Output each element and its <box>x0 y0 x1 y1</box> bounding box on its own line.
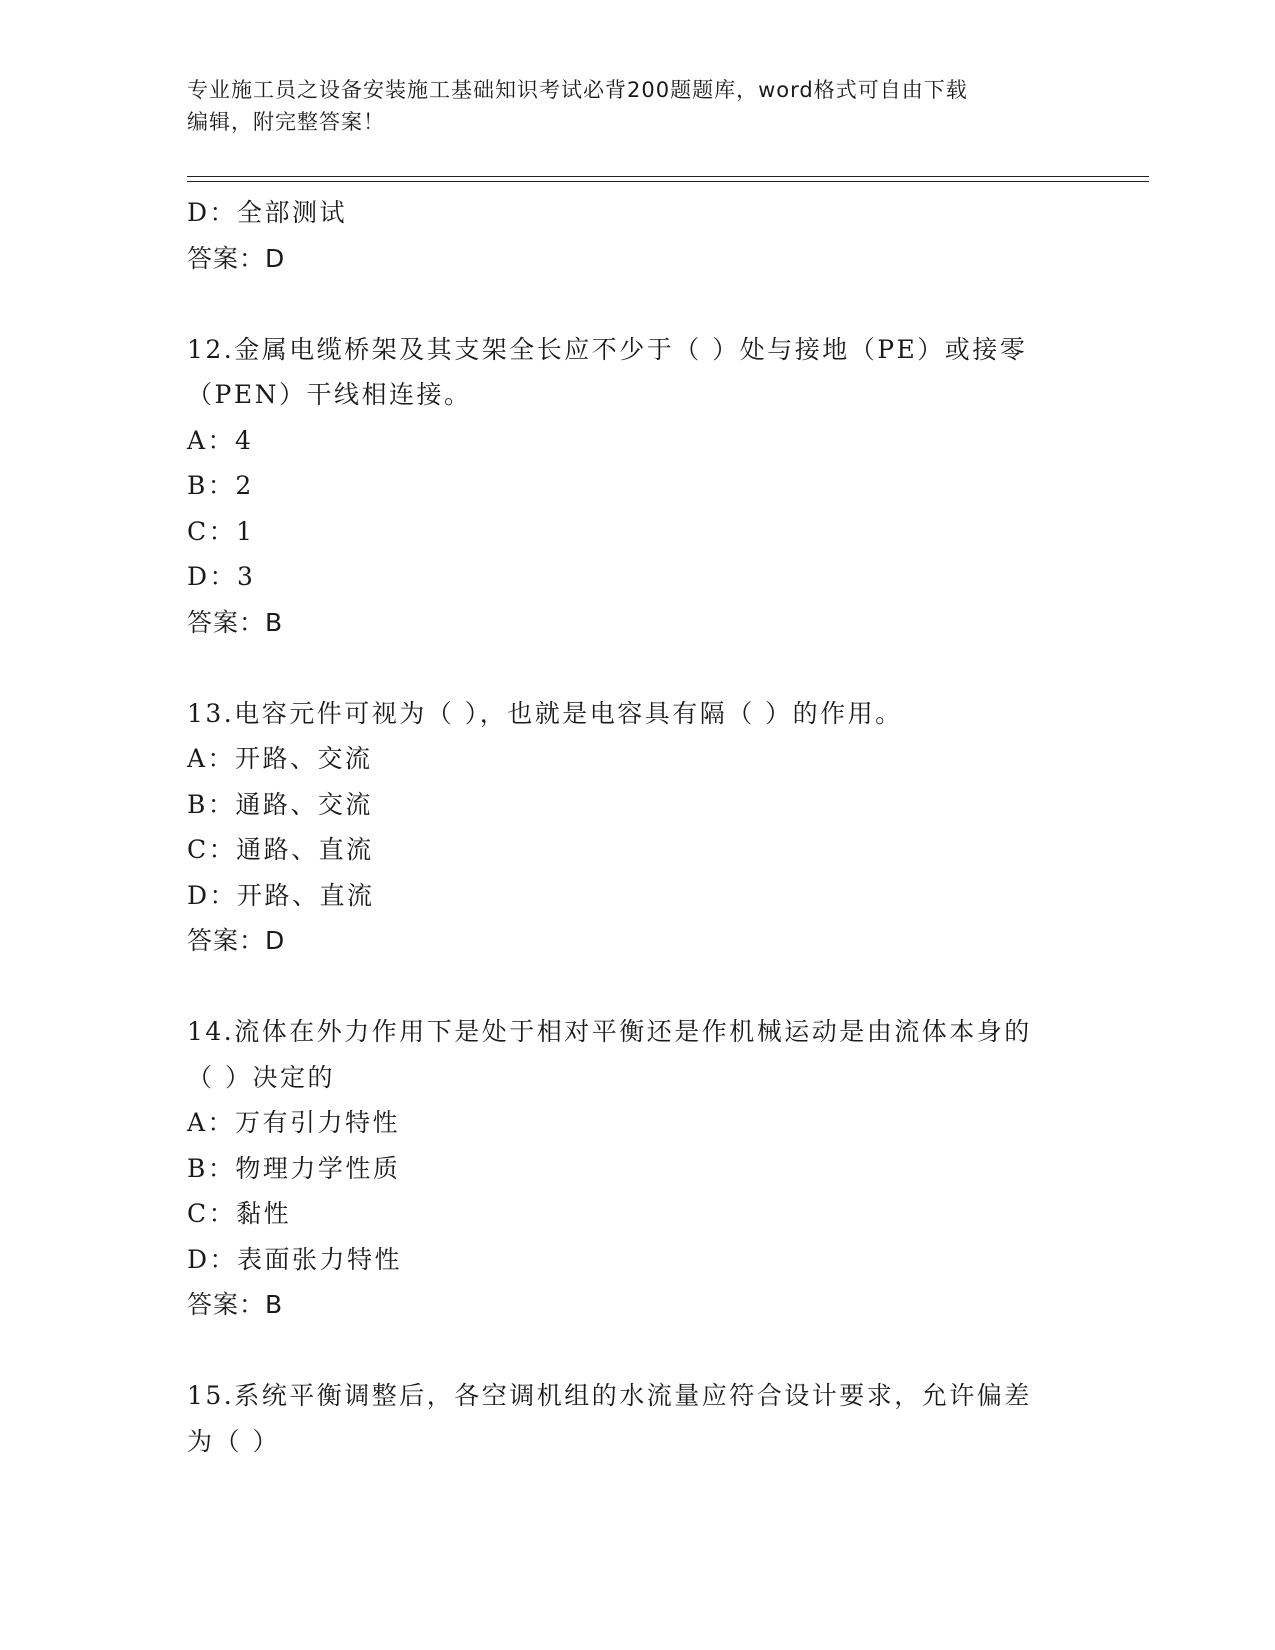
option-a: A：4 <box>187 425 254 455</box>
answer: 答案：B <box>187 1290 284 1319</box>
option-d: D：表面张力特性 <box>187 1244 403 1274</box>
answer: 答案：D <box>187 926 286 955</box>
question-13 <box>187 691 1107 964</box>
question-title-continued: （ ）决定的 <box>187 1062 335 1092</box>
question-14 <box>187 1009 1107 1328</box>
page-header <box>187 74 1077 138</box>
answer: 答案：B <box>187 607 284 637</box>
question-title: 15.系统平衡调整后，各空调机组的水流量应符合设计要求，允许偏差 <box>187 1381 1032 1410</box>
option-b: B：2 <box>187 471 254 500</box>
header-line-1: 专业施工员之设备安装施工基础知识考试必背200题题库，word格式可自由下载 <box>187 78 968 102</box>
option-c: C：黏性 <box>187 1199 292 1228</box>
spacer <box>187 964 1107 1010</box>
header-line-2: 编辑，附完整答案！ <box>187 110 385 134</box>
answer: 答案：D <box>187 243 286 273</box>
option-c: C：通路、直流 <box>187 835 374 864</box>
header-divider-top <box>187 176 1149 177</box>
option-b: B：物理力学性质 <box>187 1153 401 1183</box>
question-title-continued: （PEN）干线相连接。 <box>187 380 472 409</box>
question-title-continued: 为（ ） <box>187 1426 280 1456</box>
question-12 <box>187 327 1107 646</box>
option-d: D：全部测试 <box>187 198 348 227</box>
option-b: B：通路、交流 <box>187 789 373 819</box>
question-15 <box>187 1373 1107 1464</box>
option-d: D：开路、直流 <box>187 880 375 910</box>
question-title: 12.金属电缆桥架及其支架全长应不少于（ ）处与接地（PE）或接零 <box>187 334 1028 364</box>
option-c: C：1 <box>187 516 255 546</box>
spacer <box>187 645 1107 691</box>
header-divider-bottom <box>187 181 1149 182</box>
option-a: A：开路、交流 <box>187 744 373 773</box>
option-d: D：3 <box>187 562 256 591</box>
option-a: A：万有引力特性 <box>187 1108 401 1137</box>
question-list <box>187 190 1107 1464</box>
spacer <box>187 281 1107 327</box>
spacer <box>187 1328 1107 1374</box>
question-title: 13.电容元件可视为（ ），也就是电容具有隔（ ）的作用。 <box>187 698 903 728</box>
question-title: 14.流体在外力作用下是处于相对平衡还是作机械运动是由流体本身的 <box>187 1017 1032 1046</box>
